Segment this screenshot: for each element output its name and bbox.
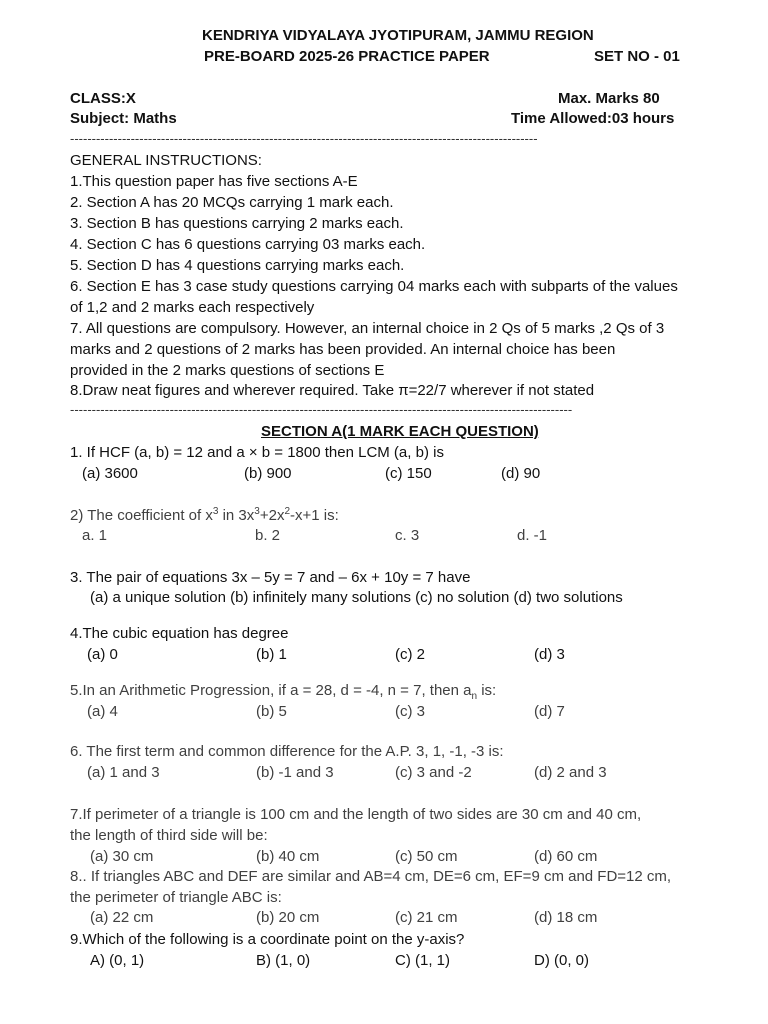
instruction-item: 8.Draw neat figures and wherever required. Take π=22/7 wherever if not stated	[70, 382, 595, 399]
instruction-item: 1.This question paper has five sections A-E	[70, 173, 358, 190]
question-6: 6. The first term and common difference for the A.P. 3, 1, -1, -3 is:	[70, 743, 504, 760]
question-9: 9.Which of the following is a coordinate point on the y-axis?	[70, 931, 465, 948]
option-b: (b) 1	[256, 646, 287, 663]
instruction-item: 3. Section B has questions carrying 2 marks each.	[70, 215, 404, 232]
instructions-heading: GENERAL INSTRUCTIONS:	[70, 152, 262, 169]
option-b: (b) -1 and 3	[256, 764, 334, 781]
question-7: 7.If perimeter of a triangle is 100 cm and the length of two sides are 30 cm and 40 cm,	[70, 806, 642, 823]
option-c: (c) 50 cm	[395, 848, 458, 865]
option-d: (d) 90	[501, 465, 541, 482]
option-b: (b) 20 cm	[256, 909, 320, 926]
school-name: KENDRIYA VIDYALAYA JYOTIPURAM, JAMMU REGION	[202, 27, 594, 44]
option-a: A) (0, 1)	[90, 952, 145, 969]
question-2: 2) The coefficient of $x^3$ in $3x^3+2x^2-x+1$ is:	[70, 506, 339, 524]
option-c: (c) 150	[385, 465, 432, 482]
class-label: CLASS:X	[70, 90, 136, 107]
question-5: 5.In an Arithmetic Progression, if a = 28, d = -4, n = 7, then $a_n$ is:	[70, 682, 497, 702]
question-3-options: (a) a unique solution (b) infinitely many solutions (c) no solution (d) two solutions	[90, 589, 623, 606]
option-b: (b) 40 cm	[256, 848, 320, 865]
option-b: (b) 900	[244, 465, 292, 482]
option-c: (c) 3 and -2	[395, 764, 472, 781]
question-7-continued: the length of third side will be:	[70, 827, 268, 844]
option-c: c. 3	[395, 527, 420, 544]
instruction-item: 6. Section E has 3 case study questions carrying 04 marks each with subparts of the values	[70, 278, 678, 295]
subject-label: Subject: Maths	[70, 110, 177, 127]
time-allowed: Time Allowed:03 hours	[511, 110, 675, 127]
question-3: 3. The pair of equations 3x – 5y = 7 and – 6x + 10y = 7 have	[70, 569, 471, 586]
option-a: (a) 22 cm	[90, 909, 154, 926]
instruction-item: marks and 2 questions of 2 marks has been provided. An internal choice has been	[70, 341, 616, 358]
option-d: (d) 2 and 3	[534, 764, 607, 781]
option-b: (b) 5	[256, 703, 287, 720]
instruction-item: 7. All questions are compulsory. However, an internal choice in 2 Qs of 5 marks ,2 Qs of 3	[70, 320, 665, 337]
option-c: (c) 2	[395, 646, 425, 663]
option-d: (d) 3	[534, 646, 565, 663]
option-d: D) (0, 0)	[534, 952, 590, 969]
option-a: (a) 30 cm	[90, 848, 154, 865]
option-d: (d) 60 cm	[534, 848, 598, 865]
option-d: d. -1	[517, 527, 548, 544]
option-b: b. 2	[255, 527, 281, 544]
option-c: (c) 3	[395, 703, 425, 720]
option-d: (d) 7	[534, 703, 565, 720]
option-c: (c) 21 cm	[395, 909, 458, 926]
exam-title: PRE-BOARD 2025-26 PRACTICE PAPER	[204, 48, 490, 65]
section-a-title: SECTION A(1 MARK EACH QUESTION)	[261, 423, 539, 440]
separator-line: --------------------------------------------------------------------------------------------------------------------	[70, 402, 573, 417]
question-1: 1. If HCF (a, b) = 12 and a × b = 1800 then LCM (a, b) is	[70, 444, 444, 461]
instruction-item: 4. Section C has 6 questions carrying 03 marks each.	[70, 236, 426, 253]
question-8: 8.. If triangles ABC and DEF are similar and AB=4 cm, DE=6 cm, EF=9 cm and FD=12 cm,	[70, 868, 672, 885]
question-8-continued: the perimeter of triangle ABC is:	[70, 889, 282, 906]
option-a: (a) 0	[87, 646, 118, 663]
option-d: (d) 18 cm	[534, 909, 598, 926]
option-a: (a) 4	[87, 703, 118, 720]
option-a: (a) 3600	[82, 465, 138, 482]
instruction-item: 5. Section D has 4 questions carrying marks each.	[70, 257, 405, 274]
option-a: (a) 1 and 3	[87, 764, 160, 781]
instruction-item: of 1,2 and 2 marks each respectively	[70, 299, 315, 316]
instruction-item: provided in the 2 marks questions of sections E	[70, 362, 385, 379]
separator-line: ------------------------------------------------------------------------------------------------------------	[70, 131, 538, 146]
instruction-item: 2. Section A has 20 MCQs carrying 1 mark each.	[70, 194, 394, 211]
set-number: SET NO - 01	[594, 48, 680, 65]
option-a: a. 1	[82, 527, 108, 544]
option-b: B) (1, 0)	[256, 952, 311, 969]
question-4: 4.The cubic equation has degree	[70, 625, 289, 642]
max-marks: Max. Marks 80	[558, 90, 660, 107]
option-c: C) (1, 1)	[395, 952, 451, 969]
